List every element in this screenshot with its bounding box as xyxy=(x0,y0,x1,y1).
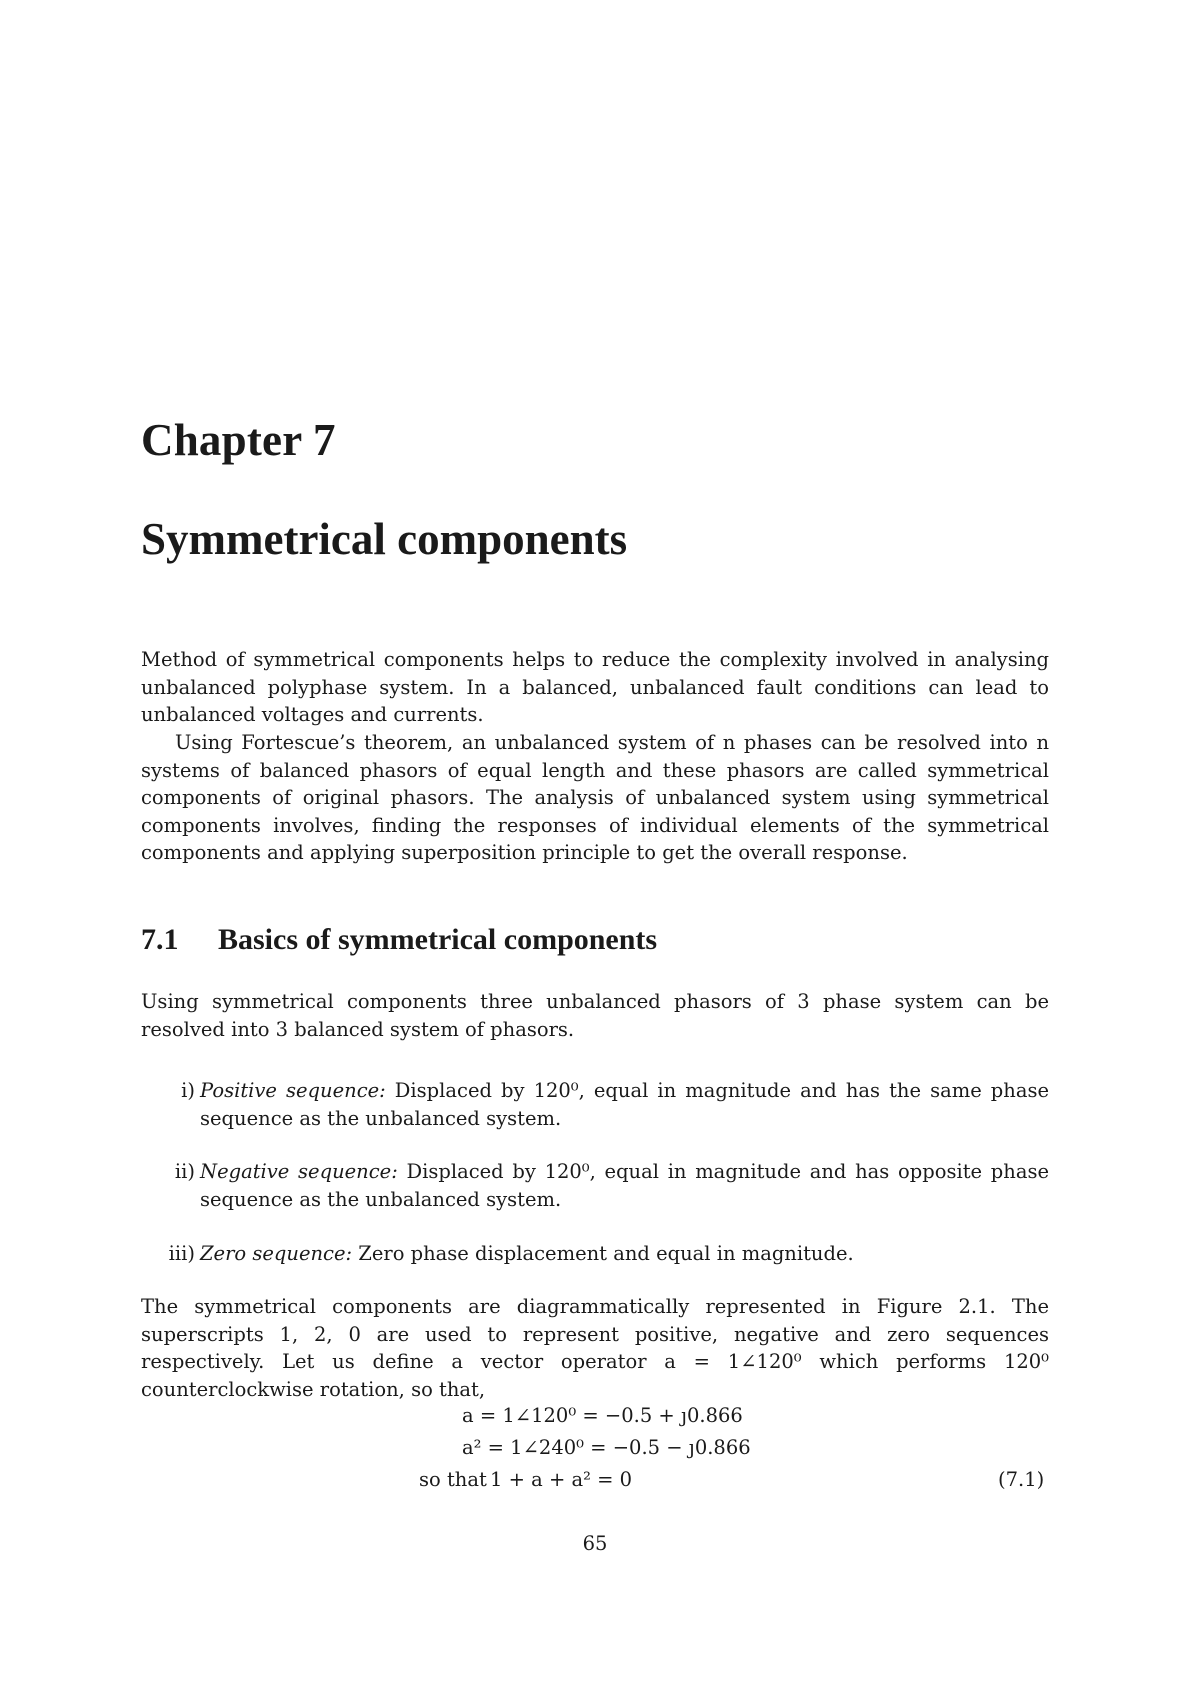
section-paragraph: Using symmetrical components three unbalanced phasors of 3 phase system can be resolved into 3 balanced system of phasors. xyxy=(141,990,1049,1041)
intro-paragraph-2: Using Fortescue’s theorem, an unbalanced system of n phases can be resolved into n systems of balanced phasors of equal length and these phasors are called symmetrical components of original phasors. The analysis of unbalanced system using symmetrical components involves, finding the responses of individual elements of the symmetrical components and applying superposition principle to get the overall response. xyxy=(141,731,1049,864)
equation-connector-text: so that xyxy=(419,1468,487,1491)
page-number: 65 xyxy=(582,1532,608,1555)
list-item-label: ii) xyxy=(174,1160,195,1183)
list-item-label: i) xyxy=(181,1079,195,1102)
section-title: Basics of symmetrical components xyxy=(218,923,658,956)
section-number: 7.1 xyxy=(141,923,179,956)
chapter-label: Chapter 7 xyxy=(141,415,336,465)
equation-line-3: 1 + a + a² = 0 xyxy=(490,1468,633,1491)
intro-paragraph-1: Method of symmetrical components helps to reduce the complexity involved in analysing unbalanced polyphase system. In a balanced, unbalanced fault conditions can lead to unbalanced voltages and currents. xyxy=(141,648,1049,726)
section-heading xyxy=(141,923,657,957)
list-item-description: Displaced by 120⁰, equal in magnitude and has the same phase sequence as the unbalanced system. xyxy=(200,1079,1049,1130)
list-item-text xyxy=(200,1240,1049,1268)
equation-number: (7.1) xyxy=(998,1468,1045,1491)
chapter-title: Symmetrical components xyxy=(141,514,628,564)
list-item-label: iii) xyxy=(168,1242,195,1265)
operator-definition-paragraph: The symmetrical components are diagrammatically represented in Figure 2.1. The superscripts 1, 2, 0 are used to represent positive, negative and zero sequences respectively. Let us define a vector operator a = 1∠120⁰ which performs 120⁰ counterclockwise rotation, so that, xyxy=(141,1295,1049,1401)
list-item-text xyxy=(200,1158,1049,1213)
list-item-description: Displaced by 120⁰, equal in magnitude and has opposite phase sequence as the unbalanced system. xyxy=(200,1160,1049,1211)
equation-line-2: a² = 1∠240⁰ = −0.5 − ȷ0.866 xyxy=(462,1436,751,1459)
list-item-term: Negative sequence: xyxy=(200,1160,398,1183)
list-item-text xyxy=(200,1077,1049,1132)
list-item-term: Zero sequence: xyxy=(200,1242,353,1265)
list-item-term: Positive sequence: xyxy=(200,1079,386,1102)
list-item-description: Zero phase displacement and equal in magnitude. xyxy=(358,1242,854,1265)
equation-line-1: a = 1∠120⁰ = −0.5 + ȷ0.866 xyxy=(462,1404,743,1427)
